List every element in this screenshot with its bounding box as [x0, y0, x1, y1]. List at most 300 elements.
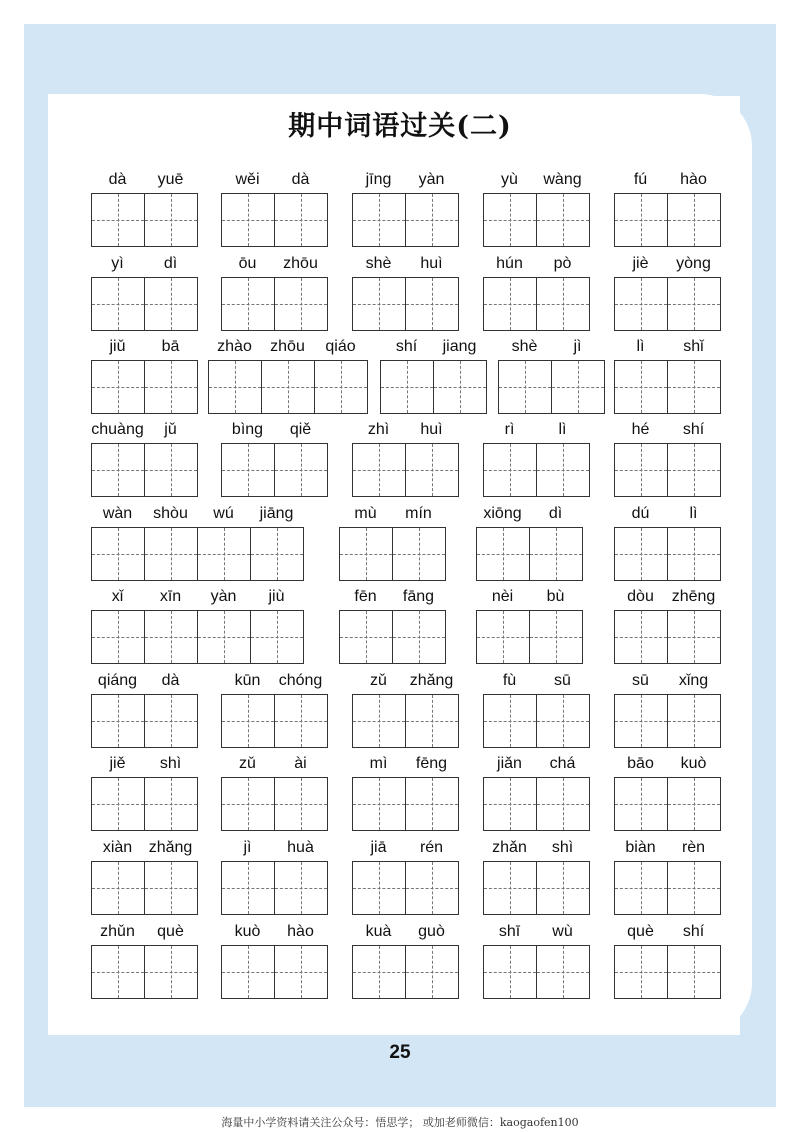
pinyin-syllable: shǐ — [683, 338, 704, 355]
pinyin-syllable: kūn — [234, 672, 261, 689]
tianzige-box[interactable] — [250, 527, 304, 581]
word-item — [221, 921, 328, 997]
word-item — [380, 336, 487, 412]
pinyin-line — [614, 837, 721, 859]
tianzige-box[interactable] — [392, 610, 446, 664]
writing-boxes — [91, 193, 197, 247]
writing-boxes — [221, 945, 327, 999]
tianzige-box[interactable] — [614, 527, 668, 581]
pinyin-syllable: jiā — [370, 839, 387, 856]
tianzige-box[interactable] — [352, 694, 406, 748]
writing-boxes — [91, 694, 197, 748]
writing-boxes — [221, 193, 327, 247]
word-row — [0, 169, 800, 245]
writing-boxes — [380, 360, 486, 414]
tianzige-box[interactable] — [91, 527, 145, 581]
tianzige-box[interactable] — [536, 277, 590, 331]
pinyin-syllable: bāo — [627, 755, 654, 772]
pinyin-syllable: zhǎng — [409, 672, 454, 689]
writing-boxes — [91, 443, 197, 497]
tianzige-box[interactable] — [144, 861, 198, 915]
pinyin-syllable: fēng — [415, 755, 448, 772]
writing-boxes — [614, 610, 720, 664]
tianzige-box[interactable] — [274, 777, 328, 831]
tianzige-box[interactable] — [476, 527, 530, 581]
tianzige-box[interactable] — [614, 777, 668, 831]
pinyin-line — [221, 921, 328, 943]
tianzige-box[interactable] — [667, 443, 721, 497]
word-item — [614, 419, 721, 495]
tianzige-box[interactable] — [498, 360, 552, 414]
pinyin-syllable: lì — [689, 505, 698, 522]
pinyin-syllable: hào — [680, 171, 707, 188]
pinyin-syllable: shí — [682, 923, 705, 940]
pinyin-syllable: jīng — [365, 171, 392, 188]
tianzige-box[interactable] — [250, 610, 304, 664]
writing-boxes — [339, 610, 445, 664]
tianzige-box[interactable] — [614, 610, 668, 664]
tianzige-box[interactable] — [144, 527, 198, 581]
pinyin-syllable: dì — [163, 255, 178, 272]
pinyin-line — [614, 419, 721, 441]
pinyin-line — [221, 169, 328, 191]
writing-boxes — [91, 610, 303, 664]
writing-boxes — [352, 694, 458, 748]
tianzige-box[interactable] — [274, 443, 328, 497]
pinyin-syllable: nèi — [491, 588, 514, 605]
pinyin-line — [476, 503, 583, 525]
tianzige-box[interactable] — [339, 610, 393, 664]
pinyin-syllable: wàn — [102, 505, 133, 522]
writing-boxes — [352, 443, 458, 497]
pinyin-syllable: kuà — [365, 923, 392, 940]
word-item — [91, 336, 198, 412]
pinyin-syllable: xiōng — [483, 505, 522, 522]
pinyin-line — [614, 753, 721, 775]
tianzige-box[interactable] — [208, 360, 262, 414]
word-item — [476, 586, 583, 662]
tianzige-box[interactable] — [221, 861, 275, 915]
pinyin-line — [498, 336, 605, 358]
word-item — [614, 169, 721, 245]
tianzige-box[interactable] — [91, 277, 145, 331]
writing-boxes — [91, 360, 197, 414]
tianzige-box[interactable] — [483, 861, 537, 915]
tianzige-box[interactable] — [352, 861, 406, 915]
tianzige-box[interactable] — [144, 443, 198, 497]
pinyin-syllable: ōu — [238, 255, 257, 272]
writing-boxes — [483, 694, 589, 748]
tianzige-box[interactable] — [314, 360, 368, 414]
pinyin-line — [91, 586, 304, 608]
tianzige-box[interactable] — [405, 777, 459, 831]
pinyin-line — [221, 837, 328, 859]
writing-boxes — [483, 277, 589, 331]
pinyin-line — [483, 837, 590, 859]
word-item — [221, 253, 328, 329]
tianzige-box[interactable] — [352, 945, 406, 999]
pinyin-line — [483, 253, 590, 275]
pinyin-line — [91, 253, 198, 275]
writing-boxes — [91, 277, 197, 331]
tianzige-box[interactable] — [529, 610, 583, 664]
pinyin-syllable: sū — [554, 672, 571, 689]
pinyin-syllable: bù — [546, 588, 565, 605]
tianzige-box[interactable] — [483, 777, 537, 831]
word-row — [0, 503, 800, 579]
pinyin-line — [91, 670, 198, 692]
pinyin-line — [614, 921, 721, 943]
pinyin-syllable: qiáng — [97, 672, 138, 689]
tianzige-box[interactable] — [405, 694, 459, 748]
tianzige-box[interactable] — [529, 527, 583, 581]
word-item — [221, 753, 328, 829]
tianzige-box[interactable] — [352, 277, 406, 331]
tianzige-box[interactable] — [614, 443, 668, 497]
tianzige-box[interactable] — [614, 277, 668, 331]
word-item — [483, 921, 590, 997]
word-item — [91, 419, 198, 495]
tianzige-box[interactable] — [274, 861, 328, 915]
pinyin-syllable: zhōu — [270, 338, 305, 355]
tianzige-box[interactable] — [614, 694, 668, 748]
writing-boxes — [483, 861, 589, 915]
pinyin-syllable: wěi — [235, 171, 260, 188]
pinyin-syllable: shì — [551, 839, 574, 856]
tianzige-box[interactable] — [667, 694, 721, 748]
pinyin-syllable: guò — [418, 923, 445, 940]
tianzige-box[interactable] — [352, 193, 406, 247]
pinyin-syllable: mín — [405, 505, 432, 522]
writing-boxes — [352, 945, 458, 999]
tianzige-box[interactable] — [536, 777, 590, 831]
tianzige-box[interactable] — [667, 945, 721, 999]
pinyin-syllable: hún — [496, 255, 523, 272]
pinyin-syllable: dòu — [627, 588, 654, 605]
tianzige-box[interactable] — [667, 777, 721, 831]
writing-boxes — [614, 945, 720, 999]
word-item — [339, 503, 446, 579]
pinyin-line — [380, 336, 487, 358]
pinyin-syllable: xiàn — [102, 839, 133, 856]
pinyin-syllable: jiǔ — [109, 338, 126, 355]
page-number: 25 — [389, 1042, 411, 1063]
word-item — [614, 503, 721, 579]
word-item — [614, 670, 721, 746]
tianzige-box[interactable] — [667, 527, 721, 581]
tianzige-box[interactable] — [274, 193, 328, 247]
tianzige-box[interactable] — [352, 777, 406, 831]
pinyin-syllable: rì — [504, 421, 515, 438]
word-item — [91, 670, 198, 746]
pinyin-syllable: xǐ — [111, 588, 124, 605]
pinyin-syllable: shè — [511, 338, 538, 355]
tianzige-box[interactable] — [667, 610, 721, 664]
pinyin-line — [614, 336, 721, 358]
tianzige-box[interactable] — [614, 945, 668, 999]
pinyin-line — [483, 419, 590, 441]
tianzige-box[interactable] — [144, 610, 198, 664]
pinyin-syllable: zǔ — [239, 755, 256, 772]
pinyin-syllable: zhì — [367, 421, 390, 438]
tianzige-box[interactable] — [536, 193, 590, 247]
writing-boxes — [483, 777, 589, 831]
tianzige-box[interactable] — [144, 277, 198, 331]
pinyin-syllable: jiè — [632, 255, 649, 272]
writing-boxes — [221, 443, 327, 497]
pinyin-line — [91, 336, 198, 358]
pinyin-syllable: jiǎn — [497, 755, 522, 772]
word-item — [483, 837, 590, 913]
tianzige-box[interactable] — [667, 277, 721, 331]
pinyin-syllable: chóng — [278, 672, 323, 689]
pinyin-syllable: wú — [213, 505, 234, 522]
tianzige-box[interactable] — [91, 443, 145, 497]
pinyin-syllable: kuò — [234, 923, 261, 940]
tianzige-box[interactable] — [144, 193, 198, 247]
tianzige-box[interactable] — [91, 694, 145, 748]
writing-boxes — [483, 193, 589, 247]
tianzige-box[interactable] — [551, 360, 605, 414]
pinyin-line — [352, 169, 459, 191]
tianzige-box[interactable] — [91, 945, 145, 999]
pinyin-syllable: dà — [108, 171, 127, 188]
tianzige-box[interactable] — [221, 694, 275, 748]
word-item — [614, 253, 721, 329]
pinyin-syllable: kuò — [680, 755, 707, 772]
writing-boxes — [483, 443, 589, 497]
writing-boxes — [483, 945, 589, 999]
word-item — [614, 336, 721, 412]
pinyin-line — [221, 670, 328, 692]
tianzige-box[interactable] — [197, 527, 251, 581]
footer-note: 海量中小学资料请关注公众号：悟思学； 或加老师微信：kaogaofen100 — [221, 1116, 579, 1129]
tianzige-box[interactable] — [667, 861, 721, 915]
pinyin-syllable: huà — [287, 839, 314, 856]
word-item — [483, 753, 590, 829]
word-item — [483, 169, 590, 245]
pinyin-syllable: què — [627, 923, 654, 940]
word-row — [0, 336, 800, 412]
writing-boxes — [352, 861, 458, 915]
tianzige-box[interactable] — [144, 945, 198, 999]
word-item — [614, 837, 721, 913]
word-item — [498, 336, 605, 412]
tianzige-box[interactable] — [144, 360, 198, 414]
tianzige-box[interactable] — [144, 777, 198, 831]
tianzige-box[interactable] — [221, 945, 275, 999]
pinyin-syllable: jì — [243, 839, 252, 856]
writing-boxes — [221, 694, 327, 748]
tianzige-box[interactable] — [91, 360, 145, 414]
pinyin-syllable: huì — [420, 255, 443, 272]
pinyin-line — [483, 921, 590, 943]
word-item — [91, 253, 198, 329]
word-item — [91, 921, 198, 997]
word-item — [352, 837, 459, 913]
word-row — [0, 253, 800, 329]
pinyin-syllable: jiāng — [259, 505, 294, 522]
pinyin-syllable: dà — [161, 672, 180, 689]
pinyin-syllable: biàn — [625, 839, 656, 856]
tianzige-box[interactable] — [614, 360, 668, 414]
tianzige-box[interactable] — [380, 360, 434, 414]
word-item — [352, 253, 459, 329]
pinyin-syllable: yòng — [676, 255, 711, 272]
tianzige-box[interactable] — [614, 861, 668, 915]
word-item — [483, 253, 590, 329]
pinyin-syllable: bā — [161, 338, 180, 355]
tianzige-box[interactable] — [667, 193, 721, 247]
writing-boxes — [614, 777, 720, 831]
tianzige-box[interactable] — [221, 193, 275, 247]
tianzige-box[interactable] — [614, 193, 668, 247]
tianzige-box[interactable] — [536, 443, 590, 497]
writing-boxes — [91, 527, 303, 581]
tianzige-box[interactable] — [261, 360, 315, 414]
pinyin-line — [91, 921, 198, 943]
writing-boxes — [476, 610, 582, 664]
pinyin-syllable: shí — [682, 421, 705, 438]
tianzige-box[interactable] — [405, 861, 459, 915]
writing-boxes — [352, 193, 458, 247]
word-item — [91, 503, 304, 579]
tianzige-box[interactable] — [339, 527, 393, 581]
tianzige-box[interactable] — [274, 277, 328, 331]
pinyin-line — [221, 253, 328, 275]
pinyin-syllable: xīn — [159, 588, 182, 605]
pinyin-line — [352, 419, 459, 441]
word-item — [352, 921, 459, 997]
tianzige-box[interactable] — [483, 193, 537, 247]
pinyin-syllable: zhǎn — [492, 839, 527, 856]
pinyin-line — [91, 753, 198, 775]
pinyin-line — [614, 670, 721, 692]
pinyin-line — [614, 586, 721, 608]
pinyin-line — [91, 419, 198, 441]
pinyin-syllable: zhēng — [671, 588, 716, 605]
word-item — [221, 419, 328, 495]
pinyin-line — [221, 419, 328, 441]
pinyin-syllable: jiang — [442, 338, 477, 355]
pinyin-line — [352, 921, 459, 943]
tianzige-box[interactable] — [405, 443, 459, 497]
word-item — [476, 503, 583, 579]
writing-boxes — [91, 861, 197, 915]
writing-boxes — [91, 777, 197, 831]
writing-boxes — [614, 360, 720, 414]
tianzige-box[interactable] — [392, 527, 446, 581]
pinyin-syllable: zhǎng — [148, 839, 193, 856]
pinyin-line — [91, 169, 198, 191]
writing-boxes — [221, 861, 327, 915]
pinyin-line — [352, 253, 459, 275]
pinyin-syllable: dà — [291, 171, 310, 188]
tianzige-box[interactable] — [197, 610, 251, 664]
tianzige-box[interactable] — [91, 777, 145, 831]
word-item — [91, 837, 198, 913]
pinyin-syllable: bìng — [231, 421, 264, 438]
tianzige-box[interactable] — [91, 193, 145, 247]
pinyin-syllable: mù — [354, 505, 377, 522]
pinyin-syllable: lì — [558, 421, 567, 438]
tianzige-box[interactable] — [405, 945, 459, 999]
tianzige-box[interactable] — [221, 443, 275, 497]
writing-boxes — [91, 945, 197, 999]
tianzige-box[interactable] — [476, 610, 530, 664]
pinyin-syllable: sū — [632, 672, 649, 689]
pinyin-syllable: ài — [294, 755, 307, 772]
word-row — [0, 837, 800, 913]
pinyin-line — [339, 586, 446, 608]
word-row — [0, 419, 800, 495]
tianzige-box[interactable] — [483, 694, 537, 748]
tianzige-box[interactable] — [483, 443, 537, 497]
tianzige-box[interactable] — [274, 694, 328, 748]
pinyin-syllable: fāng — [402, 588, 435, 605]
tianzige-box[interactable] — [221, 277, 275, 331]
tianzige-box[interactable] — [405, 193, 459, 247]
pinyin-syllable: yì — [111, 255, 124, 272]
pinyin-line — [208, 336, 368, 358]
tianzige-box[interactable] — [405, 277, 459, 331]
tianzige-box[interactable] — [221, 777, 275, 831]
pinyin-syllable: fú — [633, 171, 648, 188]
tianzige-box[interactable] — [91, 861, 145, 915]
pinyin-syllable: shì — [159, 755, 182, 772]
word-row — [0, 921, 800, 997]
pinyin-syllable: yàn — [418, 171, 445, 188]
pinyin-syllable: chá — [549, 755, 576, 772]
pinyin-syllable: xǐng — [678, 672, 709, 689]
word-item — [483, 419, 590, 495]
pinyin-syllable: shí — [395, 338, 418, 355]
word-item — [614, 586, 721, 662]
pinyin-syllable: fù — [502, 672, 517, 689]
pinyin-syllable: zhǔn — [100, 923, 135, 940]
pinyin-line — [221, 753, 328, 775]
word-item — [91, 586, 304, 662]
pinyin-syllable: zǔ — [370, 672, 387, 689]
writing-boxes — [614, 193, 720, 247]
word-item — [352, 753, 459, 829]
tianzige-box[interactable] — [433, 360, 487, 414]
tianzige-box[interactable] — [536, 694, 590, 748]
tianzige-box[interactable] — [483, 277, 537, 331]
pinyin-line — [483, 670, 590, 692]
tianzige-box[interactable] — [91, 610, 145, 664]
writing-boxes — [614, 527, 720, 581]
pinyin-line — [352, 753, 459, 775]
pinyin-syllable: wàng — [543, 171, 582, 188]
tianzige-box[interactable] — [274, 945, 328, 999]
writing-boxes — [221, 777, 327, 831]
pinyin-syllable: chuàng — [91, 421, 144, 438]
page-title: 期中词语过关(二) — [288, 111, 512, 142]
tianzige-box[interactable] — [144, 694, 198, 748]
pinyin-line — [483, 169, 590, 191]
tianzige-box[interactable] — [352, 443, 406, 497]
pinyin-line — [614, 253, 721, 275]
writing-boxes — [221, 277, 327, 331]
pinyin-syllable: mì — [369, 755, 388, 772]
tianzige-box[interactable] — [483, 945, 537, 999]
tianzige-box[interactable] — [536, 945, 590, 999]
writing-boxes — [614, 277, 720, 331]
tianzige-box[interactable] — [536, 861, 590, 915]
pinyin-line — [339, 503, 446, 525]
tianzige-box[interactable] — [667, 360, 721, 414]
